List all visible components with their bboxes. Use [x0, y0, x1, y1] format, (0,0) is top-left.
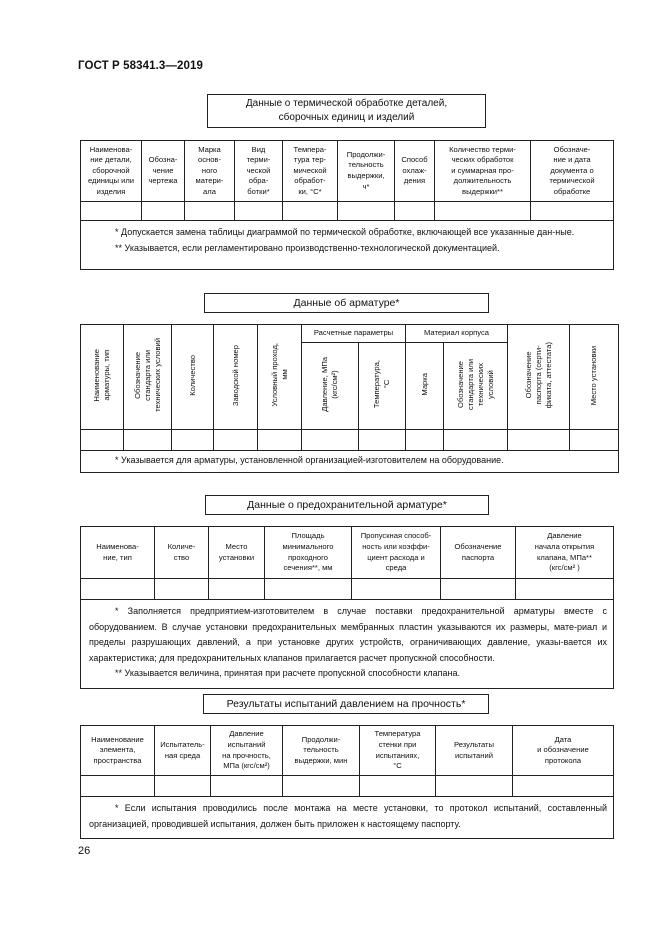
t1-header-cell: Темпера- тура тер- мической обработ- ки, °С* — [283, 141, 338, 202]
t2-header-cell — [302, 343, 359, 430]
t4-header-cell: Давление испытаний на прочность, МПа (кгс/см²) — [211, 726, 283, 776]
t3-header-cell: Место установки — [209, 527, 265, 579]
t1-header-cell: Вид терми- ческой обра- ботки* — [235, 141, 283, 202]
empty-cell — [185, 202, 235, 221]
empty-cell — [352, 579, 441, 600]
heat-treatment-table — [80, 140, 614, 270]
empty-cell — [211, 776, 283, 797]
empty-cell — [360, 776, 436, 797]
t2-header-text: Давление, МПа (кгс/см²) — [320, 356, 339, 412]
empty-cell — [214, 430, 258, 451]
t2-header-text: Обозначение паспорта (серти- фиката, аттестата) — [523, 341, 553, 409]
empty-cell — [359, 430, 406, 451]
empty-cell — [283, 776, 360, 797]
t2-header-text: Наименование арматуры, тип — [92, 348, 111, 402]
empty-cell — [436, 776, 513, 797]
t2-header-cell — [124, 325, 172, 430]
t2-header-cell — [214, 325, 258, 430]
t3-header-cell: Площадь минимального проходного сечения**, мм — [265, 527, 352, 579]
t2-header-cell — [444, 343, 508, 430]
empty-cell — [81, 579, 155, 600]
empty-cell — [258, 430, 302, 451]
empty-cell — [81, 202, 142, 221]
t2-header-cell — [258, 325, 302, 430]
t2-header-cell — [406, 343, 444, 430]
empty-cell — [338, 202, 395, 221]
t2-header-cell — [359, 343, 406, 430]
empty-cell — [155, 579, 209, 600]
t4-header-cell: Результаты испытаний — [436, 726, 513, 776]
t2-group-header: Расчетные параметры — [302, 325, 406, 343]
page-number: 26 — [78, 845, 91, 857]
t1-header-cell: Продолжи- тельность выдержки, ч* — [338, 141, 395, 202]
t2-header-cell — [172, 325, 214, 430]
t1-header-cell: Обозначе- ние и дата документа о термической обработке — [531, 141, 614, 202]
t2-header-cell — [570, 325, 619, 430]
empty-cell — [406, 430, 444, 451]
empty-cell — [209, 579, 265, 600]
t2-notes — [81, 451, 619, 473]
t1-header-cell: Марка основ- ного матери- ала — [185, 141, 235, 202]
page-header: ГОСТ Р 58341.3—2019 — [78, 60, 203, 72]
table-row — [81, 776, 614, 797]
empty-cell — [302, 430, 359, 451]
t2-header-text: Количество — [187, 354, 197, 396]
t3-header-cell: Количе- ство — [155, 527, 209, 579]
empty-cell — [444, 430, 508, 451]
t2-header-cell — [508, 325, 570, 430]
t3-footnote-2: ** Указывается величина, принятая при расчете пропускной способности клапана. — [115, 668, 461, 678]
t2-header-text: Обозначение стандарта или технических условий — [455, 358, 495, 410]
empty-cell — [531, 202, 614, 221]
t3-footnote-1: * Заполняется предприятием-изготовителем в случае поставки предохранительной арматуры вместе с оборудованием. В случае установки предохранительных мембранных пластин указываются их размеры, мате-риал и пределы разрушающих давлений, а при установке других устройств, ограничивающих давление, указы-вается их характеристика; для предохранительных клапанов прилагается расчет пропускной способности. — [89, 606, 607, 663]
t4-header-cell: Дата и обозначение протокола — [513, 726, 614, 776]
t1-footnote-1: * Допускается замена таблицы диаграммой по термической обработке, включающей все указанные дан-ные. — [115, 227, 575, 237]
t1-notes — [81, 221, 614, 270]
t2-footnote-1: * Указывается для арматуры, установленной организацией-изготовителем на оборудование. — [115, 455, 504, 465]
t3-header-cell: Давление начала открытия клапана, МПа** (кгс/см² ) — [516, 527, 614, 579]
empty-cell — [395, 202, 435, 221]
t1-header-cell: Наименова- ние детали, сборочной единицы или изделия — [81, 141, 142, 202]
t2-header-text: Условный проход, мм — [269, 343, 289, 408]
table-row — [81, 202, 614, 221]
table2-title: Данные об арматуре* — [204, 293, 489, 313]
t2-header-text: Место установки — [589, 345, 599, 405]
t1-header-cell: Обозна- чение чертежа — [142, 141, 185, 202]
empty-cell — [142, 202, 185, 221]
empty-cell — [513, 776, 614, 797]
t4-footnote-1: * Если испытания проводились после монтажа на месте установки, то протокол испытаний, составленный организацией, проводившей испытания, должен быть приложен к настоящему паспорту. — [89, 803, 607, 829]
empty-cell — [155, 776, 211, 797]
empty-cell — [81, 776, 155, 797]
empty-cell — [172, 430, 214, 451]
t3-notes — [81, 600, 614, 689]
table-row — [81, 579, 614, 600]
table-row — [81, 430, 619, 451]
t2-header-text: Заводской номер — [230, 344, 240, 406]
empty-cell — [235, 202, 283, 221]
strength-test-table — [80, 725, 614, 839]
valves-table — [80, 324, 619, 473]
table3-title: Данные о предохранительной арматуре* — [205, 495, 489, 515]
t4-header-cell: Испытатель- ная среда — [155, 726, 211, 776]
t4-header-cell: Продолжи- тельность выдержки, мин — [283, 726, 360, 776]
empty-cell — [124, 430, 172, 451]
t4-notes — [81, 797, 614, 839]
table4-title: Результаты испытаний давлением на прочность* — [203, 694, 489, 714]
empty-cell — [516, 579, 614, 600]
t1-header-cell: Количество терми- ческих обработок и суммарная про- должительность выдержки** — [435, 141, 531, 202]
table1-title: Данные о термической обработке деталей, сборочных единиц и изделий — [207, 94, 486, 128]
empty-cell — [508, 430, 570, 451]
t2-header-text: Марка — [419, 372, 429, 396]
t1-header-cell: Способ охлаж- дения — [395, 141, 435, 202]
t4-header-cell: Температура стенки при испытаниях, °С — [360, 726, 436, 776]
t3-header-cell: Наименова- ние, тип — [81, 527, 155, 579]
t2-header-text: Обозначение стандарта или технических условий — [132, 338, 162, 413]
empty-cell — [435, 202, 531, 221]
t2-header-cell — [81, 325, 124, 430]
empty-cell — [81, 430, 124, 451]
t2-header-text: Температура, °С — [372, 360, 391, 409]
empty-cell — [283, 202, 338, 221]
t1-footnote-2: ** Указывается, если регламентировано производственно-технологической документацией. — [115, 242, 500, 253]
t3-header-cell: Обозначение паспорта — [441, 527, 516, 579]
safety-valves-table — [80, 526, 614, 689]
empty-cell — [265, 579, 352, 600]
empty-cell — [570, 430, 619, 451]
t2-group-header: Материал корпуса — [406, 325, 508, 343]
t4-header-cell: Наименование элемента, пространства — [81, 726, 155, 776]
t3-header-cell: Пропускная способ- ность или коэффи- циент расхода и среда — [352, 527, 441, 579]
empty-cell — [441, 579, 516, 600]
